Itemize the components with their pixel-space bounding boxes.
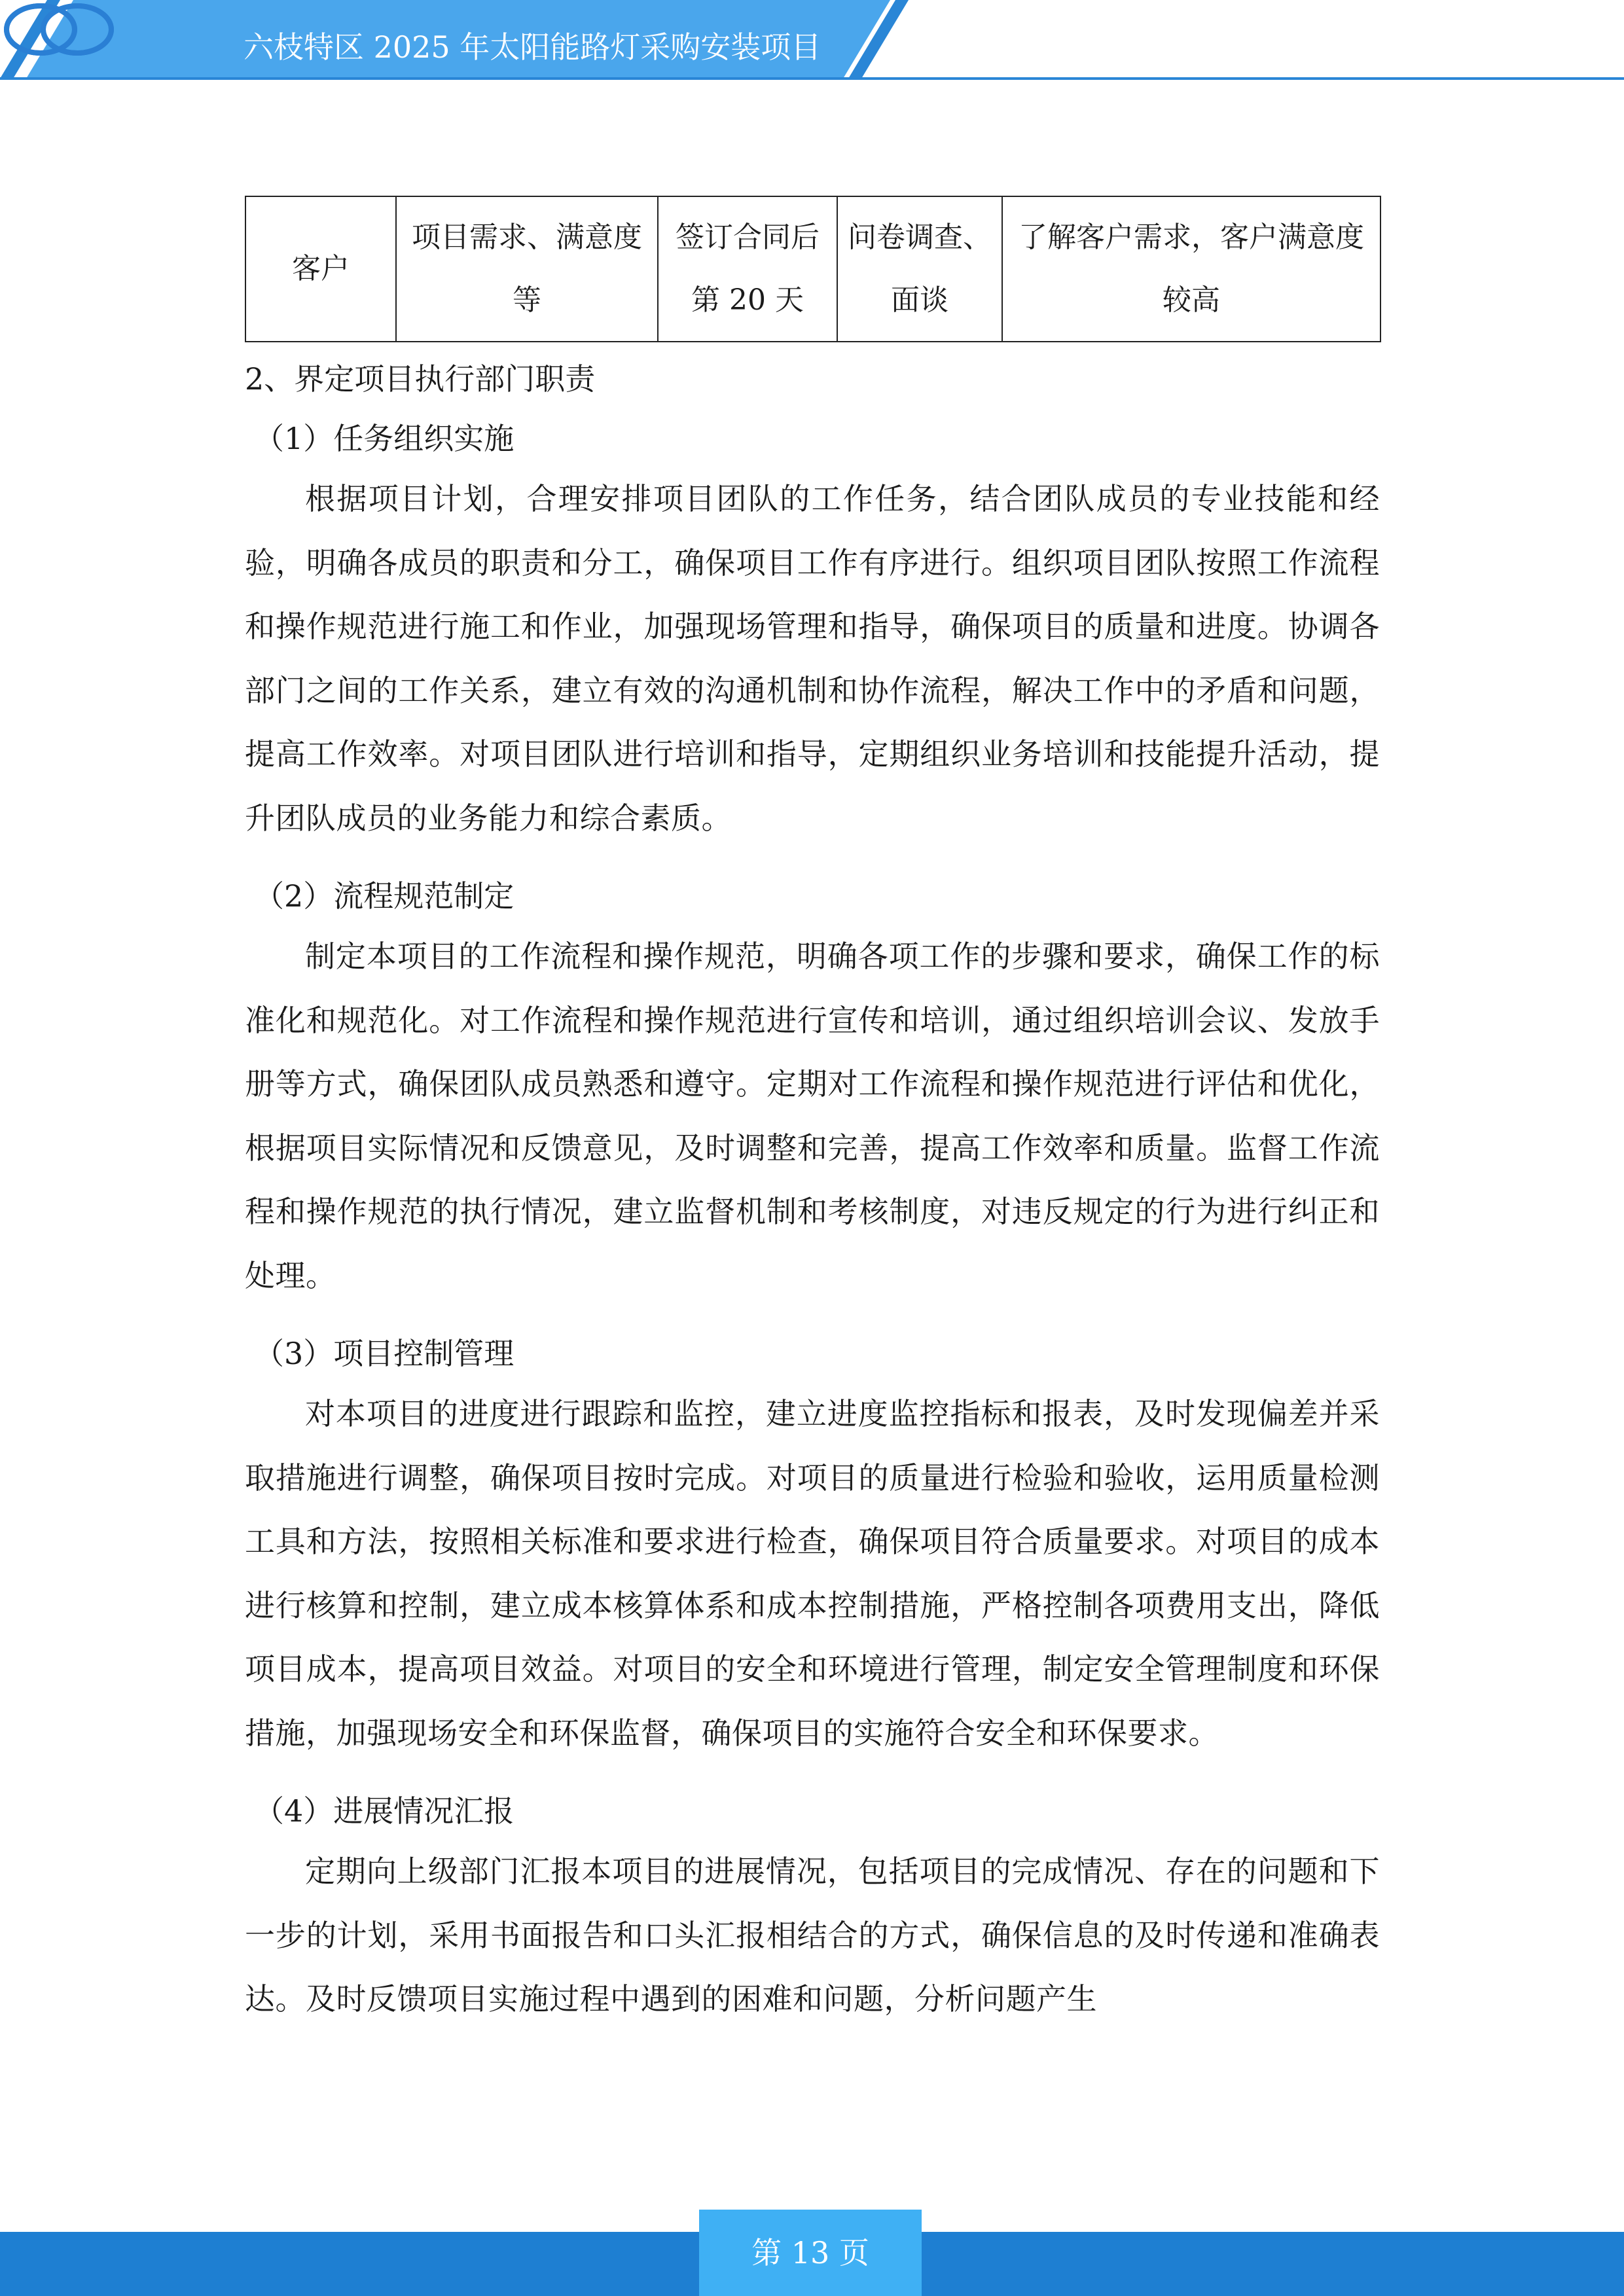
section-heading: 2、界定项目执行部门职责	[245, 361, 596, 397]
table-cell: 问卷调查、面谈	[837, 196, 1002, 342]
rings-logo-icon	[0, 0, 118, 59]
table-cell: 项目需求、满意度等	[396, 196, 658, 342]
document-title: 六枝特区 2025 年太阳能路灯采购安装项目	[244, 29, 821, 65]
paragraph: 制定本项目的工作流程和操作规范，明确各项工作的步骤和要求，确保工作的标准化和规范化。对工作流程和操作规范进行宣传和培训，通过组织培训会议、发放手册等方式，确保团队成员熟悉和遵守。定期对工作流程和操作规范进行评估和优化，根据项目实际情况和反馈意见，及时调整和完善，提高工作效率和质量。监督工作流程和操作规范的执行情况，建立监督机制和考核制度，对违反规定的行为进行纠正和处理。	[245, 939, 1380, 1293]
subsection-title: （1）任务组织实施	[254, 421, 514, 456]
table-cell: 了解客户需求，客户满意度较高	[1002, 196, 1380, 342]
table-cell: 签订合同后第 20 天	[658, 196, 837, 342]
paragraph: 定期向上级部门汇报本项目的进展情况，包括项目的完成情况、存在的问题和下一步的计划，采用书面报告和口头汇报相结合的方式，确保信息的及时传递和准确表达。及时反馈项目实施过程中遇到的困难和问题，分析问题产生	[245, 1854, 1380, 2017]
stakeholder-table	[245, 196, 1381, 342]
subsection-title: （4）进展情况汇报	[254, 1793, 514, 1829]
page-header	[0, 0, 1624, 85]
paragraph: 对本项目的进度进行跟踪和监控，建立进度监控指标和报表，及时发现偏差并采取措施进行调整，确保项目按时完成。对项目的质量进行检验和验收，运用质量检测工具和方法，按照相关标准和要求进行检查，确保项目符合质量要求。对项目的成本进行核算和控制，建立成本核算体系和成本控制措施，严格控制各项费用支出，降低项目成本，提高项目效益。对项目的安全和环境进行管理，制定安全管理制度和环保措施，加强现场安全和环保监督，确保项目的实施符合安全和环保要求。	[245, 1396, 1380, 1751]
table-row	[245, 196, 1380, 342]
document-body	[245, 348, 1380, 2049]
subsection-title: （3）项目控制管理	[254, 1336, 514, 1371]
table-cell: 客户	[245, 196, 396, 342]
subsection-title: （2）流程规范制定	[254, 878, 514, 914]
paragraph: 根据项目计划，合理安排项目团队的工作任务，结合团队成员的专业技能和经验，明确各成员的职责和分工，确保项目工作有序进行。组织项目团队按照工作流程和操作规范进行施工和作业，加强现场管理和指导，确保项目的质量和进度。协调各部门之间的工作关系，建立有效的沟通机制和协作流程，解决工作中的矛盾和问题，提高工作效率。对项目团队进行培训和指导，定期组织业务培训和技能提升活动，提升团队成员的业务能力和综合素质。	[245, 481, 1380, 836]
page-number: 第 13 页	[699, 2210, 922, 2296]
